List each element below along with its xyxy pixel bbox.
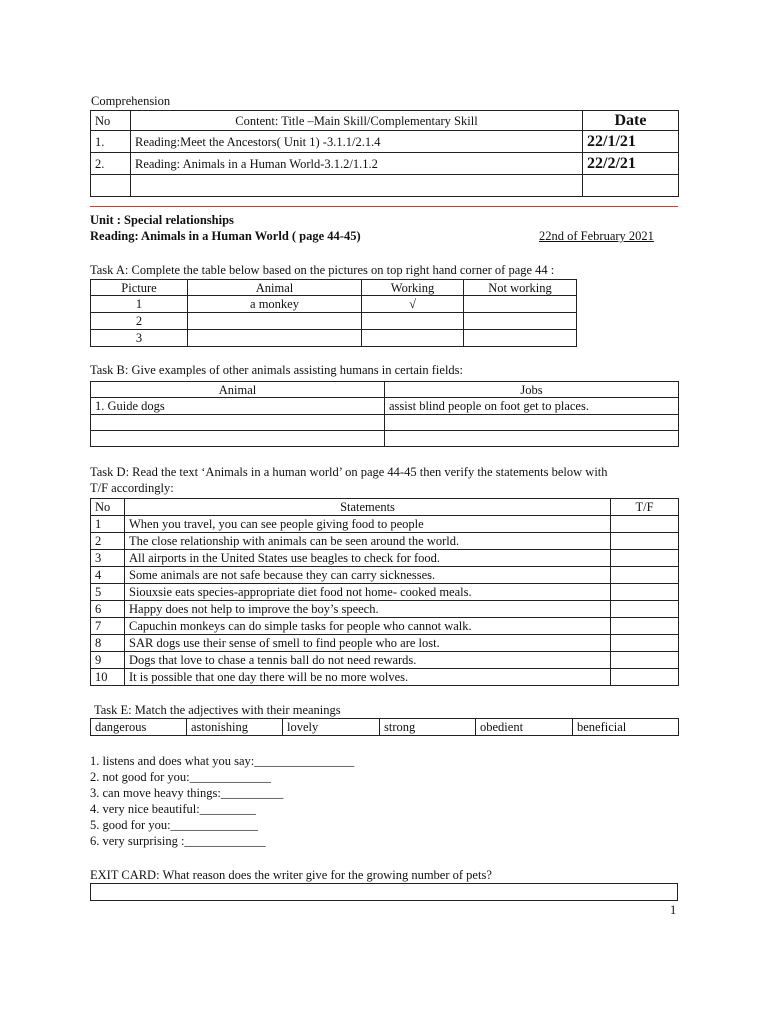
statement-tf <box>611 652 679 669</box>
content-row-2-date: 22/2/21 <box>583 153 679 175</box>
task-e-item: 3. can move heavy things:__________ <box>90 786 284 800</box>
content-header-title: Content: Title –Main Skill/Complementary Skill <box>131 111 583 131</box>
task-e-item: 4. very nice beautiful:_________ <box>90 802 256 816</box>
content-header-date: Date <box>583 111 679 131</box>
word-obedient: obedient <box>476 719 573 736</box>
task-a-header-animal: Animal <box>188 280 362 296</box>
task-e-instruction: Task E: Match the adjectives with their meanings <box>94 703 341 717</box>
task-a-row-2-animal <box>188 313 362 330</box>
task-e-item: 6. very surprising :_____________ <box>90 834 266 848</box>
content-row-3-date <box>583 175 679 197</box>
task-b-header-jobs: Jobs <box>385 382 679 398</box>
statement-no: 9 <box>91 652 125 669</box>
content-row-3-no <box>91 175 131 197</box>
word-dangerous: dangerous <box>91 719 187 736</box>
statement-tf <box>611 550 679 567</box>
statement-text: Happy does not help to improve the boy’s speech. <box>125 601 611 618</box>
word-beneficial: beneficial <box>573 719 679 736</box>
task-a-row-1-picture: 1 <box>91 296 188 313</box>
task-a-row-3-animal <box>188 330 362 347</box>
task-a-row-3-picture: 3 <box>91 330 188 347</box>
task-d-header-statements: Statements <box>125 499 611 516</box>
task-b-header-animal: Animal <box>91 382 385 398</box>
task-d-instruction-2: T/F accordingly: <box>90 481 174 495</box>
statement-text: Dogs that love to chase a tennis ball do not need rewards. <box>125 652 611 669</box>
statement-tf <box>611 567 679 584</box>
statement-text: SAR dogs use their sense of smell to find people who are lost. <box>125 635 611 652</box>
task-a-row-2-picture: 2 <box>91 313 188 330</box>
statement-tf <box>611 618 679 635</box>
reading-title: Reading: Animals in a Human World ( page 44-45) <box>90 229 361 243</box>
statement-tf <box>611 533 679 550</box>
task-d-instruction-1: Task D: Read the text ‘Animals in a human world’ on page 44-45 then verify the statements below with <box>90 465 608 479</box>
task-a-row-1-not-working <box>464 296 577 313</box>
word-strong: strong <box>380 719 476 736</box>
task-e-items <box>90 753 354 849</box>
statement-no: 7 <box>91 618 125 635</box>
task-a-header-picture: Picture <box>91 280 188 296</box>
task-d-header-no: No <box>91 499 125 516</box>
task-a-row-1-animal: a monkey <box>188 296 362 313</box>
task-d-header-tf: T/F <box>611 499 679 516</box>
statement-no: 2 <box>91 533 125 550</box>
statement-tf <box>611 516 679 533</box>
task-a-row-1-working: √ <box>362 296 464 313</box>
task-e-item: 5. good for you:______________ <box>90 818 259 832</box>
task-e-item: 2. not good for you:_____________ <box>90 770 271 784</box>
task-b-row-1-animal: 1. Guide dogs <box>91 398 385 415</box>
task-b-row-1-jobs: assist blind people on foot get to places. <box>385 398 679 415</box>
task-b-row-2-jobs <box>385 415 679 431</box>
comprehension-label: Comprehension <box>91 94 171 108</box>
statement-tf <box>611 584 679 601</box>
statement-text: Siouxsie eats species-appropriate diet food not home- cooked meals. <box>125 584 611 601</box>
statement-no: 8 <box>91 635 125 652</box>
content-row-1-title: Reading:Meet the Ancestors( Unit 1) -3.1.1/2.1.4 <box>131 131 583 153</box>
exit-card-question: EXIT CARD: What reason does the writer give for the growing number of pets? <box>90 868 492 882</box>
statement-text: When you travel, you can see people giving food to people <box>125 516 611 533</box>
reading-date: 22nd of February 2021 <box>539 229 654 243</box>
content-row-1-no: 1. <box>91 131 131 153</box>
statement-no: 1 <box>91 516 125 533</box>
task-a-header-working: Working <box>362 280 464 296</box>
statement-no: 5 <box>91 584 125 601</box>
task-a-instruction: Task A: Complete the table below based on the pictures on top right hand corner of page 44 : <box>90 263 555 277</box>
word-astonishing: astonishing <box>187 719 283 736</box>
word-lovely: lovely <box>283 719 380 736</box>
statement-tf <box>611 635 679 652</box>
statement-text: It is possible that one day there will be no more wolves. <box>125 669 611 686</box>
statement-tf <box>611 601 679 618</box>
task-a-header-not-working: Not working <box>464 280 577 296</box>
statement-text: All airports in the United States use beagles to check for food. <box>125 550 611 567</box>
task-a-table <box>90 279 577 347</box>
statement-no: 4 <box>91 567 125 584</box>
statement-no: 10 <box>91 669 125 686</box>
task-a-row-3-working <box>362 330 464 347</box>
statement-text: The close relationship with animals can be seen around the world. <box>125 533 611 550</box>
exit-card-answer-box <box>90 883 678 901</box>
content-row-2-no: 2. <box>91 153 131 175</box>
statement-tf <box>611 669 679 686</box>
task-b-row-3-animal <box>91 431 385 447</box>
task-b-instruction: Task B: Give examples of other animals assisting humans in certain fields: <box>90 363 464 377</box>
content-row-2-title: Reading: Animals in a Human World-3.1.2/1.1.2 <box>131 153 583 175</box>
task-a-row-2-working <box>362 313 464 330</box>
task-b-row-2-animal <box>91 415 385 431</box>
page-number: 1 <box>670 903 677 917</box>
task-b-table <box>90 381 679 447</box>
content-header-no: No <box>91 111 131 131</box>
task-e-item: 1. listens and does what you say:________________ <box>90 754 355 768</box>
statement-text: Capuchin monkeys can do simple tasks for people who cannot walk. <box>125 618 611 635</box>
task-a-row-3-not-working <box>464 330 577 347</box>
content-row-3-title <box>131 175 583 197</box>
statement-no: 3 <box>91 550 125 567</box>
statement-no: 6 <box>91 601 125 618</box>
unit-title: Unit : Special relationships <box>90 213 234 227</box>
task-b-row-3-jobs <box>385 431 679 447</box>
statement-text: Some animals are not safe because they can carry sicknesses. <box>125 567 611 584</box>
task-d-table <box>90 498 679 686</box>
task-a-row-2-not-working <box>464 313 577 330</box>
content-table <box>90 110 679 197</box>
task-e-word-table <box>90 718 679 736</box>
content-row-1-date: 22/1/21 <box>583 131 679 153</box>
red-divider <box>90 206 678 207</box>
